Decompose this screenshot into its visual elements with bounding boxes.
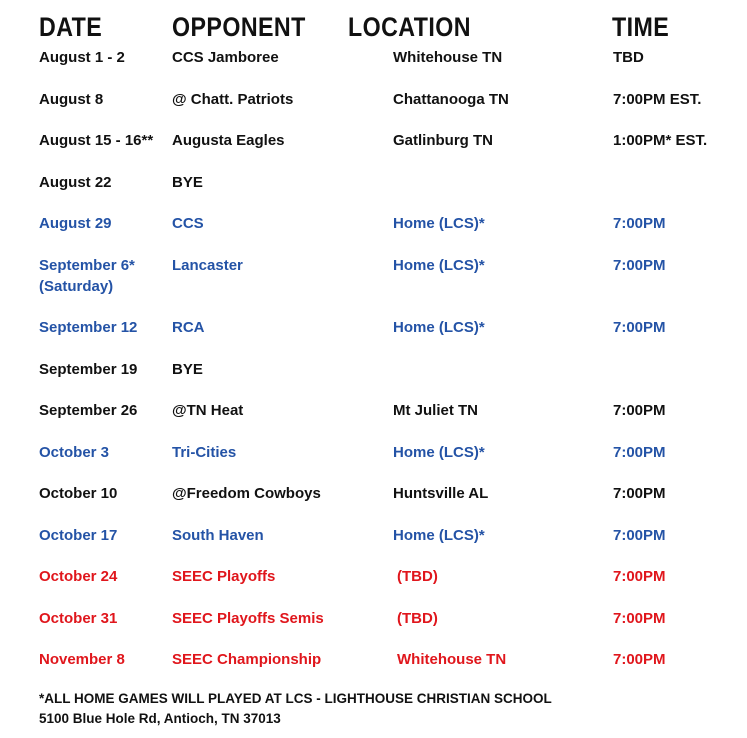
game-location: Home (LCS)*: [393, 444, 485, 461]
table-row: [0, 526, 747, 566]
game-location: (TBD): [397, 568, 438, 585]
table-row: [0, 131, 747, 171]
footer-note: *ALL HOME GAMES WILL PLAYED AT LCS - LIGHTHOUSE CHRISTIAN SCHOOL: [39, 691, 552, 706]
game-opponent: @Freedom Cowboys: [172, 485, 321, 502]
game-location: Home (LCS)*: [393, 257, 485, 274]
header-location: LOCATION: [348, 12, 471, 42]
game-date: September 6*: [39, 257, 135, 274]
game-date: October 10: [39, 485, 118, 502]
game-time: 7:00PM: [613, 257, 666, 274]
game-date: August 22: [39, 174, 112, 191]
game-date: August 8: [39, 91, 104, 108]
game-time: 7:00PM: [613, 651, 666, 668]
game-opponent: SEEC Championship: [172, 651, 322, 668]
game-time: 7:00PM: [613, 402, 666, 419]
game-date: August 15 - 16**: [39, 132, 154, 149]
table-row: [0, 443, 747, 483]
game-location: Chattanooga TN: [393, 91, 509, 108]
table-row: [0, 360, 747, 400]
table-row: [0, 609, 747, 649]
table-row: [0, 256, 747, 296]
game-location: Home (LCS)*: [393, 215, 485, 232]
game-location: Home (LCS)*: [393, 527, 485, 544]
game-date: September 19: [39, 361, 138, 378]
game-location: Whitehouse TN: [393, 49, 503, 66]
game-date: September 26: [39, 402, 138, 419]
game-location: Home (LCS)*: [393, 319, 485, 336]
game-location: (TBD): [397, 610, 438, 627]
table-row: [0, 650, 747, 690]
game-location: Huntsville AL: [393, 485, 489, 502]
game-date: August 29: [39, 215, 112, 232]
header-time: TIME: [612, 12, 670, 42]
game-date: October 3: [39, 444, 110, 461]
game-opponent: BYE: [172, 361, 203, 378]
game-opponent: CCS Jamboree: [172, 49, 279, 66]
game-date: October 31: [39, 610, 118, 627]
game-opponent: Tri-Cities: [172, 444, 237, 461]
header-opponent: OPPONENT: [172, 12, 306, 42]
table-row: [0, 48, 747, 88]
game-time: 1:00PM* EST.: [613, 132, 708, 149]
table-row: [0, 173, 747, 213]
game-time: 7:00PM: [613, 444, 666, 461]
game-time: 7:00PM: [613, 527, 666, 544]
game-opponent: @TN Heat: [172, 402, 244, 419]
game-opponent: BYE: [172, 174, 203, 191]
game-date: October 24: [39, 568, 118, 585]
table-row: [0, 484, 747, 524]
game-date: October 17: [39, 527, 118, 544]
game-time: 7:00PM: [613, 568, 666, 585]
header-date: DATE: [39, 12, 103, 42]
table-row: [0, 214, 747, 254]
game-time: 7:00PM EST.: [613, 91, 702, 108]
game-location: Gatlinburg TN: [393, 132, 493, 149]
table-row: [0, 567, 747, 607]
game-opponent: @ Chatt. Patriots: [172, 91, 294, 108]
game-date: September 12: [39, 319, 138, 336]
footer-address: 5100 Blue Hole Rd, Antioch, TN 37013: [39, 711, 281, 726]
game-opponent: South Haven: [172, 527, 264, 544]
game-time: 7:00PM: [613, 610, 666, 627]
game-time: 7:00PM: [613, 215, 666, 232]
game-time: TBD: [613, 49, 644, 66]
game-date: August 1 - 2: [39, 49, 125, 66]
table-row: [0, 318, 747, 358]
game-opponent: Lancaster: [172, 257, 243, 274]
table-row: [0, 90, 747, 130]
game-time: 7:00PM: [613, 319, 666, 336]
game-opponent: CCS: [172, 215, 204, 232]
game-opponent: SEEC Playoffs Semis: [172, 610, 324, 627]
game-location: Whitehouse TN: [397, 651, 507, 668]
game-opponent: Augusta Eagles: [172, 132, 285, 149]
game-time: 7:00PM: [613, 485, 666, 502]
game-opponent: RCA: [172, 319, 205, 336]
game-opponent: SEEC Playoffs: [172, 568, 276, 585]
game-date-note: (Saturday): [39, 278, 114, 295]
game-date: November 8: [39, 651, 125, 668]
table-row: [0, 401, 747, 441]
game-location: Mt Juliet TN: [393, 402, 478, 419]
